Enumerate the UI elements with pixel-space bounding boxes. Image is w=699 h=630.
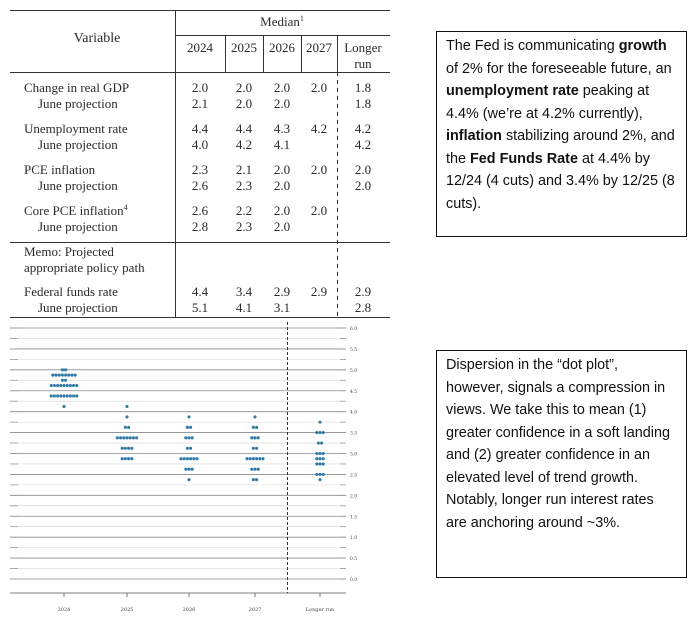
row-0-june-label <box>38 96 118 111</box>
row-3-june-label <box>38 219 118 234</box>
funds-row-june-label-text: June projection <box>38 300 118 315</box>
dot-2024 <box>61 374 64 377</box>
dot-2025 <box>116 436 119 439</box>
row-1-june-value: 4.2 <box>235 137 253 152</box>
dot-2027 <box>252 447 255 450</box>
dot-longer-run <box>318 478 321 481</box>
row-2-june-value: 2.3 <box>235 178 253 193</box>
dot-longer-run <box>320 441 323 444</box>
row-2-label-text: PCE inflation <box>24 162 96 177</box>
dot-2025 <box>119 436 122 439</box>
dot-2025 <box>121 447 124 450</box>
note-text: peaking at 4.4% (we’re at 4.2% currently), <box>446 83 650 122</box>
dot-2027 <box>249 457 252 460</box>
memo-line: appropriate policy path <box>24 260 145 275</box>
dot-2025 <box>127 426 130 429</box>
dot-2026 <box>184 468 187 471</box>
dot-longer-run <box>322 457 325 460</box>
note-text: stabilizing around 2%, and the <box>446 128 675 167</box>
row-1-longer-run: 4.2 <box>354 121 372 136</box>
row-3-value: 2.2 <box>235 203 253 218</box>
row-1-value: 4.4 <box>191 121 209 136</box>
row-3-label <box>24 203 128 218</box>
dot-2026 <box>187 436 190 439</box>
dot-2025 <box>127 447 130 450</box>
dot-2027 <box>258 457 261 460</box>
funds-row-june-longer-run: 2.8 <box>354 300 372 315</box>
dot-longer-run <box>322 452 325 455</box>
dot-2026 <box>179 457 182 460</box>
dot-2024 <box>61 368 64 371</box>
dot-2026 <box>186 447 189 450</box>
row-3-june-value: 2.3 <box>235 219 253 234</box>
dot-2027 <box>250 436 253 439</box>
dot-2024 <box>50 394 53 397</box>
dot-2025 <box>125 436 128 439</box>
row-3-june-value: 2.8 <box>191 219 209 234</box>
dot-2024 <box>64 374 67 377</box>
dot-2027 <box>252 478 255 481</box>
row-1-label <box>24 121 128 136</box>
dot-2026 <box>195 457 198 460</box>
row-2-june-label-text: June projection <box>38 178 118 193</box>
note-bottom-dispersion <box>436 350 687 578</box>
funds-row-june-value: 4.1 <box>235 300 253 315</box>
dot-2027 <box>252 457 255 460</box>
row-0-value: 2.0 <box>310 80 328 95</box>
dot-2027 <box>255 457 258 460</box>
dot-longer-run <box>322 462 325 465</box>
dot-2024 <box>53 394 56 397</box>
dot-2024 <box>66 384 69 387</box>
row-3-june-label-text: June projection <box>38 219 118 234</box>
row-2-label <box>24 162 96 177</box>
funds-row-june-value: 3.1 <box>273 300 291 315</box>
dot-longer-run <box>315 431 318 434</box>
row-0-june-value: 2.0 <box>273 96 291 111</box>
dot-2026 <box>187 415 190 418</box>
row-1-label-text: Unemployment rate <box>24 121 128 136</box>
dot-2024 <box>62 384 65 387</box>
row-1-june-longer-run: 4.2 <box>354 137 372 152</box>
dot-2024 <box>66 394 69 397</box>
dot-2024 <box>75 384 78 387</box>
dot-longer-run <box>315 462 318 465</box>
dot-longer-run <box>318 431 321 434</box>
dot-2027 <box>257 436 260 439</box>
row-3-footnote: 4 <box>123 203 128 212</box>
row-3-value: 2.0 <box>273 203 291 218</box>
y-tick-label: 1.0 <box>350 536 358 542</box>
dot-2024 <box>74 374 77 377</box>
row-2-value: 2.0 <box>273 162 291 177</box>
dot-2024 <box>70 374 73 377</box>
dot-2024 <box>75 394 78 397</box>
funds-row-label-text: Federal funds rate <box>24 284 118 299</box>
longer-run-header: Longer <box>344 40 382 55</box>
dot-longer-run <box>315 457 318 460</box>
row-2-value: 2.3 <box>191 162 209 177</box>
dot-2025 <box>122 436 125 439</box>
dot-2024 <box>51 374 54 377</box>
dot-2025 <box>132 436 135 439</box>
row-2-june-value: 2.0 <box>273 178 291 193</box>
dot-2024 <box>61 379 64 382</box>
sep-median-table <box>10 10 390 318</box>
row-2-longer-run: 2.0 <box>354 162 372 177</box>
note-emphasis: growth <box>618 38 667 54</box>
dot-2024 <box>53 384 56 387</box>
dot-2026 <box>186 457 189 460</box>
dot-2024 <box>58 374 61 377</box>
row-1-value: 4.4 <box>235 121 253 136</box>
dot-2027 <box>253 436 256 439</box>
dot-2027 <box>255 426 258 429</box>
dot-2027 <box>261 457 264 460</box>
funds-row-value: 2.9 <box>273 284 291 299</box>
dot-2024 <box>62 394 65 397</box>
dot-2027 <box>250 468 253 471</box>
dot-2025 <box>121 457 124 460</box>
dot-2025 <box>130 457 133 460</box>
row-0-value: 2.0 <box>273 80 291 95</box>
row-0-longer-run: 1.8 <box>354 80 372 95</box>
y-tick-label: 4.5 <box>350 389 358 395</box>
note-text: at 4.4% by 12/24 (4 cuts) and 3.4% by 12/25 (8 cuts). <box>446 150 675 212</box>
dot-longer-run <box>318 462 321 465</box>
row-0-june-value: 2.1 <box>191 96 209 111</box>
column-header-2027: 2027 <box>306 40 332 55</box>
note-emphasis: Fed Funds Rate <box>470 150 578 167</box>
dot-2025 <box>127 457 130 460</box>
median-footnote: 1 <box>299 14 304 23</box>
dot-2024 <box>56 384 59 387</box>
dot-2026 <box>183 457 186 460</box>
row-1-value: 4.2 <box>310 121 328 136</box>
row-0-june-value: 2.0 <box>235 96 253 111</box>
dot-2026 <box>191 468 194 471</box>
funds-row-june-label <box>38 300 118 315</box>
dot-longer-run <box>317 441 320 444</box>
y-tick-label: 3.0 <box>350 452 358 458</box>
row-1-value: 4.3 <box>273 121 291 136</box>
dot-longer-run <box>318 473 321 476</box>
note-text: The Fed is communicating <box>446 38 619 54</box>
dot-2025 <box>135 436 138 439</box>
dot-2024 <box>69 384 72 387</box>
note-bottom-text: Dispersion in the “dot plot”, however, signals a compression in views. We take this to mean (1) greater confidence in a soft landing and (2) greater confidence in an elevated level of trend growth. Notably, longer run interest rates are anchoring around ~3%. <box>446 357 671 531</box>
row-2-value: 2.0 <box>310 162 328 177</box>
dot-2025 <box>125 415 128 418</box>
note-top-summary <box>436 31 687 237</box>
row-1-june-label-text: June projection <box>38 137 118 152</box>
x-tick-label: 2024 <box>57 607 71 613</box>
y-tick-label: 2.5 <box>350 473 358 479</box>
dot-2024 <box>64 379 67 382</box>
dot-2026 <box>192 457 195 460</box>
dot-2026 <box>186 426 189 429</box>
y-tick-label: 0.0 <box>350 578 358 583</box>
dot-2027 <box>255 447 258 450</box>
dot-2027 <box>252 426 255 429</box>
dot-2024 <box>64 368 67 371</box>
note-text: of 2% for the foreseeable future, an <box>446 60 672 77</box>
median-header <box>260 14 304 29</box>
column-header-2025: 2025 <box>231 40 257 55</box>
dot-2026 <box>191 436 194 439</box>
dot-longer-run <box>315 473 318 476</box>
dot-2024 <box>59 394 62 397</box>
column-header-2024: 2024 <box>187 40 213 55</box>
y-tick-label: 0.5 <box>350 557 358 563</box>
funds-row-value: 3.4 <box>235 284 253 299</box>
dot-2024 <box>67 374 70 377</box>
dot-2027 <box>245 457 248 460</box>
note-emphasis: inflation <box>446 128 502 144</box>
dot-2025 <box>129 436 132 439</box>
dot-2027 <box>257 468 260 471</box>
funds-row-value: 4.4 <box>191 284 209 299</box>
dot-2026 <box>189 426 192 429</box>
y-tick-label: 5.5 <box>350 347 358 353</box>
row-0-label-text: Change in real GDP <box>24 80 130 95</box>
memo-line: Memo: Projected <box>24 244 114 259</box>
dot-longer-run <box>315 452 318 455</box>
row-0-june-label-text: June projection <box>38 96 118 111</box>
y-tick-label: 3.5 <box>350 431 358 437</box>
dot-2025 <box>130 447 133 450</box>
row-1-june-label <box>38 137 118 152</box>
row-1-june-value: 4.1 <box>273 137 291 152</box>
dot-longer-run <box>318 452 321 455</box>
dot-2025 <box>124 426 127 429</box>
dot-2024 <box>56 394 59 397</box>
dot-2024 <box>59 384 62 387</box>
dot-2025 <box>124 457 127 460</box>
x-tick-label: 2025 <box>120 607 134 613</box>
y-tick-label: 2.0 <box>350 494 358 500</box>
dot-longer-run <box>322 431 325 434</box>
row-2-june-value: 2.6 <box>191 178 209 193</box>
row-3-value: 2.0 <box>310 203 328 218</box>
median-header-text: Median <box>260 14 300 29</box>
dot-2025 <box>124 447 127 450</box>
column-header-2026: 2026 <box>269 40 295 55</box>
row-0-label <box>24 80 129 95</box>
dot-longer-run <box>318 457 321 460</box>
row-0-june-longer-run: 1.8 <box>354 96 372 111</box>
dot-2026 <box>187 478 190 481</box>
row-3-value: 2.6 <box>191 203 209 218</box>
funds-row-june-value: 5.1 <box>191 300 209 315</box>
x-tick-label: 2026 <box>182 607 196 613</box>
row-2-june-longer-run: 2.0 <box>354 178 372 193</box>
row-0-value: 2.0 <box>235 80 253 95</box>
row-3-june-value: 2.0 <box>273 219 291 234</box>
dot-2024 <box>72 394 75 397</box>
dot-2024 <box>54 374 57 377</box>
row-0-value: 2.0 <box>191 80 209 95</box>
dot-2027 <box>253 468 256 471</box>
dot-2027 <box>255 478 258 481</box>
dot-2026 <box>184 436 187 439</box>
funds-row-longer-run: 2.9 <box>354 284 372 299</box>
longer-run-header: run <box>354 56 372 71</box>
row-2-value: 2.1 <box>235 162 253 177</box>
dot-2026 <box>189 457 192 460</box>
variable-header: Variable <box>73 31 121 46</box>
y-tick-label: 1.5 <box>350 515 358 521</box>
dot-2024 <box>62 405 65 408</box>
note-emphasis: unemployment rate <box>446 83 579 99</box>
row-2-june-label <box>38 178 118 193</box>
dot-longer-run <box>322 473 325 476</box>
dot-2026 <box>189 447 192 450</box>
dot-2024 <box>72 384 75 387</box>
row-1-june-value: 4.0 <box>191 137 209 152</box>
dot-2025 <box>125 405 128 408</box>
x-tick-label: Longer run <box>305 607 335 613</box>
funds-row-label <box>24 284 118 299</box>
y-tick-label: 4.0 <box>350 410 358 416</box>
dot-plot-chart <box>8 322 390 628</box>
funds-row-value: 2.9 <box>310 284 328 299</box>
y-tick-label: 6.0 <box>350 327 358 332</box>
row-3-label-text: Core PCE inflation <box>24 203 124 218</box>
x-tick-label: 2027 <box>248 607 262 613</box>
y-tick-label: 5.0 <box>350 368 358 374</box>
dot-2027 <box>253 415 256 418</box>
dot-2024 <box>69 394 72 397</box>
dot-longer-run <box>318 421 321 424</box>
dot-2024 <box>50 384 53 387</box>
dot-2026 <box>187 468 190 471</box>
